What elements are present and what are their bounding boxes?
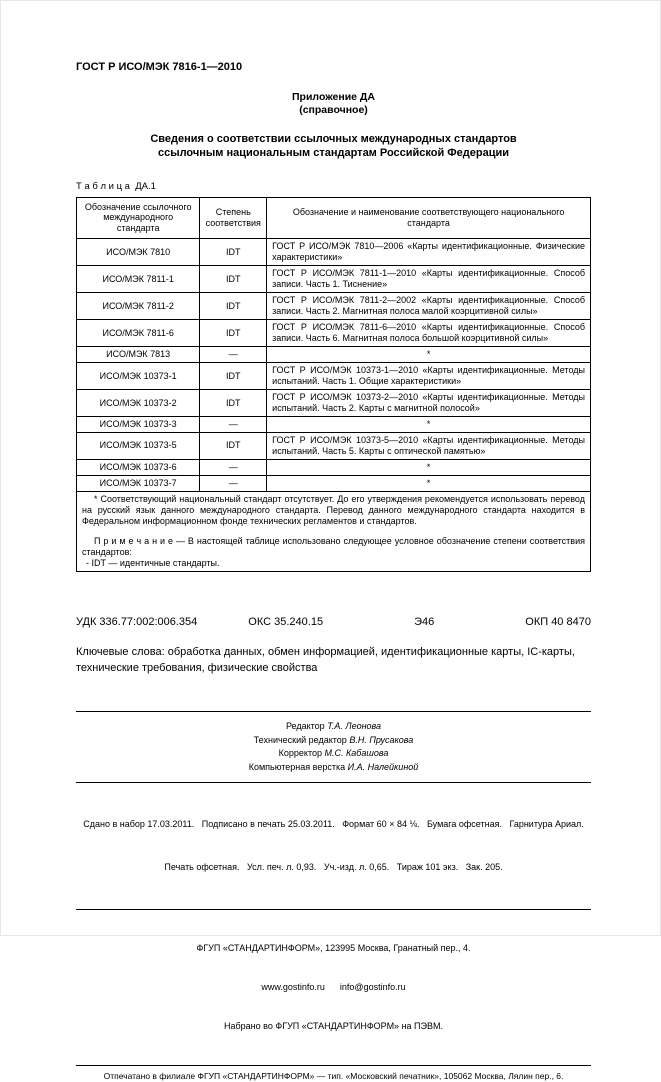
section-title-line2: ссылочным национальным стандартам Российской Федерации xyxy=(157,147,510,160)
editor-line xyxy=(76,734,591,748)
e-code: Э46 xyxy=(414,615,435,628)
annex-heading xyxy=(76,91,591,118)
cell-national: * xyxy=(267,475,591,491)
oks-code: ОКС 35.240.15 xyxy=(248,615,324,628)
editor-role: Технический редактор xyxy=(253,734,347,745)
cell-standard: ИСО/МЭК 10373-6 xyxy=(77,459,200,475)
cell-standard: ИСО/МЭК 7811-6 xyxy=(77,320,200,347)
editor-name: В.Н. Прусакова xyxy=(349,734,414,745)
print-info-line1: Сдано в набор 17.03.2011. Подписано в печать 25.03.2011. Формат 60 × 84 ⅛. Бумага офсетная. Гарнитура Ариал. xyxy=(83,819,584,830)
editor-name: М.С. Кабашова xyxy=(324,748,389,759)
classification-codes xyxy=(76,616,591,630)
editor-line xyxy=(76,761,591,775)
table-row xyxy=(77,320,591,347)
table-footnote-row xyxy=(77,491,591,571)
editor-name: И.А. Налейкиной xyxy=(347,761,419,772)
cell-degree: — xyxy=(200,475,267,491)
table-row xyxy=(77,239,591,266)
table-row xyxy=(77,293,591,320)
editor-role: Редактор xyxy=(285,721,325,732)
correspondence-table xyxy=(76,197,591,572)
divider xyxy=(76,782,591,783)
cell-standard: ИСО/МЭК 10373-1 xyxy=(77,363,200,390)
cell-degree: IDT xyxy=(200,363,267,390)
cell-degree: — xyxy=(200,459,267,475)
section-title-line1: Сведения о соответствии ссылочных международных стандартов xyxy=(150,133,517,146)
table-row xyxy=(77,432,591,459)
cell-degree: — xyxy=(200,417,267,433)
table-row xyxy=(77,475,591,491)
col-header-degree: Степень соответствия xyxy=(200,197,267,239)
cell-standard: ИСО/МЭК 7811-2 xyxy=(77,293,200,320)
table-note-intro: П р и м е ч а н и е — В настоящей таблице использовано следующее условное обозначение степени соответствия стандартов: xyxy=(82,535,585,557)
keywords: Ключевые слова: обработка данных, обмен информацией, идентификационные карты, IC-карты, технические требования, физические свойства xyxy=(76,646,575,675)
cell-standard: ИСО/МЭК 7811-1 xyxy=(77,266,200,293)
annex-subtitle: (справочное) xyxy=(299,104,368,117)
editor-line xyxy=(76,747,591,761)
cell-national: ГОСТ Р ИСО/МЭК 10373-2—2010 «Карты идентификационные. Методы испытаний. Часть 2. Карты с магнитной полосой» xyxy=(267,390,591,417)
divider xyxy=(76,1065,591,1066)
cell-standard: ИСО/МЭК 7810 xyxy=(77,239,200,266)
cell-standard: ИСО/МЭК 10373-7 xyxy=(77,475,200,491)
table-row xyxy=(77,347,591,363)
print-info-line2: Печать офсетная. Усл. печ. л. 0,93. Уч.-изд. л. 0,65. Тираж 101 экз. Зак. 205. xyxy=(164,862,503,873)
cell-national: ГОСТ Р ИСО/МЭК 7810—2006 «Карты идентификационные. Физические характеристики» xyxy=(267,239,591,266)
divider xyxy=(76,909,591,910)
editor-line xyxy=(76,720,591,734)
cell-national: ГОСТ Р ИСО/МЭК 7811-2—2002 «Карты идентификационные. Способ записи. Часть 2. Магнитная полоса малой коэрцитивной силы» xyxy=(267,293,591,320)
table-note-item: - IDT — идентичные стандарты. xyxy=(86,557,220,568)
cell-degree: IDT xyxy=(200,432,267,459)
divider xyxy=(76,711,591,712)
col-header-standard: Обозначение ссылочного международного стандарта xyxy=(77,197,200,239)
cell-degree: — xyxy=(200,347,267,363)
table-row xyxy=(77,390,591,417)
print-info-block xyxy=(76,788,591,903)
publisher-contacts: www.gostinfo.ru info@gostinfo.ru xyxy=(261,981,406,992)
editor-name: Т.А. Леонова xyxy=(327,721,382,732)
cell-national: * xyxy=(267,459,591,475)
cell-national: ГОСТ Р ИСО/МЭК 10373-1—2010 «Карты идентификационные. Методы испытаний. Часть 1. Общие характеристики» xyxy=(267,363,591,390)
cell-national: ГОСТ Р ИСО/МЭК 10373-5—2010 «Карты идентификационные. Методы испытаний. Часть 5. Карты с оптической памятью» xyxy=(267,432,591,459)
cell-standard: ИСО/МЭК 10373-3 xyxy=(77,417,200,433)
editors-block xyxy=(76,720,591,774)
cell-degree: IDT xyxy=(200,293,267,320)
table-caption: Т а б л и ц а ДА.1 xyxy=(76,180,156,192)
cell-degree: IDT xyxy=(200,320,267,347)
cell-degree: IDT xyxy=(200,390,267,417)
cell-national: ГОСТ Р ИСО/МЭК 7811-6—2010 «Карты идентификационные. Способ записи. Часть 6. Магнитная полоса большой коэрцитивной силы» xyxy=(267,320,591,347)
table-note xyxy=(82,536,585,569)
col-header-national: Обозначение и наименование соответствующего национального стандарта xyxy=(267,197,591,239)
doc-number: ГОСТ Р ИСО/МЭК 7816-1—2010 xyxy=(76,61,243,73)
udk-code: УДК 336.77:002:006.354 xyxy=(76,615,198,628)
table-row xyxy=(77,459,591,475)
cell-standard: ИСО/МЭК 7813 xyxy=(77,347,200,363)
editor-role: Корректор xyxy=(278,748,322,759)
cell-degree: IDT xyxy=(200,266,267,293)
okp-code: ОКП 40 8470 xyxy=(525,615,591,628)
publisher-address: ФГУП «СТАНДАРТИНФОРМ», 123995 Москва, Гранатный пер., 4. xyxy=(196,942,471,953)
cell-national: * xyxy=(267,417,591,433)
publisher-typeset: Набрано во ФГУП «СТАНДАРТИНФОРМ» на ПЭВМ. xyxy=(224,1020,443,1031)
table-footnote-cell xyxy=(77,491,591,571)
annex-title: Приложение ДА xyxy=(292,90,375,103)
table-row xyxy=(77,266,591,293)
cell-national: ГОСТ Р ИСО/МЭК 7811-1—2010 «Карты идентификационные. Способ записи. Часть 1. Тиснение» xyxy=(267,266,591,293)
cell-national: * xyxy=(267,347,591,363)
editor-role: Компьютерная верстка xyxy=(248,761,346,772)
table-row xyxy=(77,417,591,433)
section-title xyxy=(76,132,591,161)
cell-standard: ИСО/МЭК 10373-2 xyxy=(77,390,200,417)
table-row xyxy=(77,363,591,390)
printed-at-line: Отпечатано в филиале ФГУП «СТАНДАРТИНФОРМ» — тип. «Московский печатник», 105062 Москва, Лялин пер., 6. xyxy=(103,1070,564,1081)
publisher-block xyxy=(76,915,591,1059)
cell-degree: IDT xyxy=(200,239,267,266)
table-header-row xyxy=(77,197,591,239)
cell-standard: ИСО/МЭК 10373-5 xyxy=(77,432,200,459)
table-footnote: * Соответствующий национальный стандарт отсутствует. До его утверждения рекомендуется использовать перевод на русский язык данного международного стандарта. Перевод данного международного стандарта находится в Федеральном информационном фонде технических регламентов и стандартов. xyxy=(82,493,585,526)
